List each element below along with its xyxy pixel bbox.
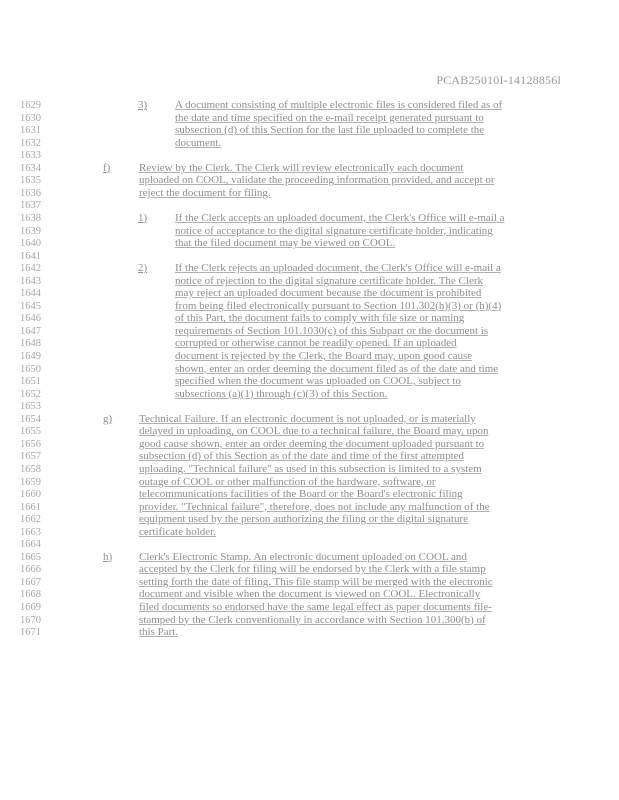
- text-line: that the filed document may be viewed on COOL.: [175, 237, 396, 250]
- line-number: 1648: [20, 338, 41, 350]
- text-line: from being filed electronically pursuant to Section 101.302(h)(3) or (h)(4): [175, 299, 502, 312]
- line-number: 1663: [20, 526, 41, 538]
- text-line: certificate holder.: [139, 525, 216, 538]
- text-line: reject the document for filing.: [139, 186, 271, 199]
- line-number: 1662: [20, 514, 41, 526]
- paragraph-marker: 2): [138, 262, 148, 275]
- line-number: 1665: [20, 551, 41, 563]
- line-number: 1630: [20, 112, 41, 124]
- text-line: subsection (d) of this Section as of the date and time of the first attempted: [139, 450, 465, 463]
- text-line: If the Clerk accepts an uploaded document, the Clerk's Office will e-mail a: [175, 211, 505, 224]
- text-line: corrupted or otherwise cannot be readily opened. If an uploaded: [175, 337, 457, 350]
- text-line: setting forth the date of filing. This file stamp will be merged with the electronic: [139, 575, 493, 588]
- text-line: If the Clerk rejects an uploaded document, the Clerk's Office will e-mail a: [175, 262, 501, 275]
- paragraph-marker: f): [103, 161, 111, 174]
- text-line: subsections (a)(1) through (c)(3) of this Section.: [175, 387, 388, 400]
- text-line: Technical Failure. If an electronic document is not uploaded, or is materially: [139, 412, 476, 425]
- line-number: 1671: [20, 627, 41, 639]
- line-number: 1667: [20, 576, 41, 588]
- text-line: document and visible when the document is viewed on COOL. Electronically: [139, 588, 481, 601]
- text-line: delayed in uploading, on COOL due to a technical failure, the Board may, upon: [139, 425, 489, 438]
- text-line: Review by the Clerk. The Clerk will review electronically each document: [139, 161, 464, 174]
- text-line: notice of acceptance to the digital signature certificate holder, indicating: [175, 224, 493, 237]
- line-number: 1643: [20, 275, 41, 287]
- line-number: 1654: [20, 413, 41, 425]
- text-line: outage of COOL or other malfunction of the hardware, software, or: [139, 475, 436, 488]
- line-number: 1631: [20, 125, 41, 137]
- line-number: 1639: [20, 225, 41, 237]
- paragraph-marker: 3): [138, 99, 148, 111]
- line-number: 1646: [20, 313, 41, 325]
- paragraph-marker: g): [103, 412, 113, 425]
- text-line: subsection (d) of this Section for the last file uploaded to complete the: [175, 124, 485, 137]
- line-number: 1638: [20, 212, 41, 224]
- text-line: uploading. "Technical failure" as used in this subsection is limited to a system: [139, 462, 482, 475]
- text-line: equipment used by the person authorizing the filing or the digital signature: [139, 513, 469, 526]
- text-line: notice of rejection to the digital signature certificate holder. The Clerk: [175, 274, 483, 287]
- paragraph-marker: h): [103, 550, 113, 563]
- line-number: 1655: [20, 426, 41, 438]
- line-number: 1656: [20, 438, 41, 450]
- line-number: 1649: [20, 351, 41, 362]
- text-line: may reject an uploaded document because the document is prohibited: [175, 287, 482, 300]
- text-line: Clerk's Electronic Stamp. An electronic document uploaded on COOL and: [139, 550, 467, 563]
- text-line: uploaded on COOL, validate the proceeding information provided, and accept or: [139, 174, 495, 187]
- line-number: 1632: [20, 137, 41, 149]
- text-line: document is rejected by the Clerk, the Board may, upon good cause: [175, 350, 473, 362]
- document-header-id: PCAB25010I-14128856l: [436, 73, 561, 87]
- text-line: good cause shown, enter an order deeming the document uploaded pursuant to: [139, 437, 485, 450]
- line-number: 1651: [20, 376, 41, 388]
- text-line: specified when the document was uploaded on COOL, subject to: [175, 375, 461, 388]
- line-number: 1664: [20, 539, 41, 551]
- text-line: this Part.: [139, 626, 179, 639]
- line-number: 1640: [20, 238, 41, 250]
- line-number: 1661: [20, 501, 41, 513]
- paragraph-marker: 1): [138, 211, 148, 224]
- text-line: requirements of Section 101.1030(c) of this Subpart or the document is: [175, 324, 489, 337]
- text-line: A document consisting of multiple electronic files is considered filed as of: [175, 99, 503, 111]
- text-line: filed documents so endorsed have the same legal effect as paper documents file-: [139, 601, 492, 613]
- line-number: 1636: [20, 187, 41, 199]
- line-number: 1659: [20, 476, 41, 488]
- line-number: 1637: [20, 200, 41, 212]
- line-number: 1652: [20, 388, 41, 400]
- text-line: telecommunications facilities of the Board or the Board's electronic filing: [139, 488, 463, 501]
- text-line: the date and time specified on the e-mail receipt generated pursuant to: [175, 111, 484, 124]
- line-number: 1634: [20, 162, 41, 174]
- line-number: 1647: [20, 325, 41, 337]
- line-number: 1645: [20, 300, 41, 312]
- line-number: 1666: [20, 564, 41, 576]
- line-number: 1629: [20, 100, 41, 111]
- line-number: 1657: [20, 451, 41, 463]
- line-number: 1641: [20, 250, 41, 262]
- line-number: 1650: [20, 363, 41, 375]
- line-number: 1670: [20, 614, 41, 626]
- line-number: 1653: [20, 401, 41, 413]
- text-line: accepted by the Clerk for filing will be endorsed by the Clerk with a file stamp: [139, 563, 486, 576]
- line-number: 1660: [20, 489, 41, 501]
- line-number: 1658: [20, 463, 41, 475]
- line-number: 1644: [20, 288, 41, 300]
- text-line: shown, enter an order deeming the document filed as of the date and time: [175, 362, 499, 375]
- line-number: 1633: [20, 150, 41, 162]
- line-number: 1642: [20, 263, 41, 275]
- text-line: of this Part, the document fails to comply with file size or naming: [175, 312, 465, 325]
- line-number: 1635: [20, 175, 41, 187]
- line-number: 1669: [20, 602, 41, 613]
- line-number: 1668: [20, 589, 41, 601]
- text-line: stamped by the Clerk conventionally in accordance with Section 101.300(b) of: [139, 613, 486, 626]
- text-line: document.: [175, 136, 222, 149]
- text-line: provider. "Technical failure", therefore, does not include any malfunction of the: [139, 500, 490, 513]
